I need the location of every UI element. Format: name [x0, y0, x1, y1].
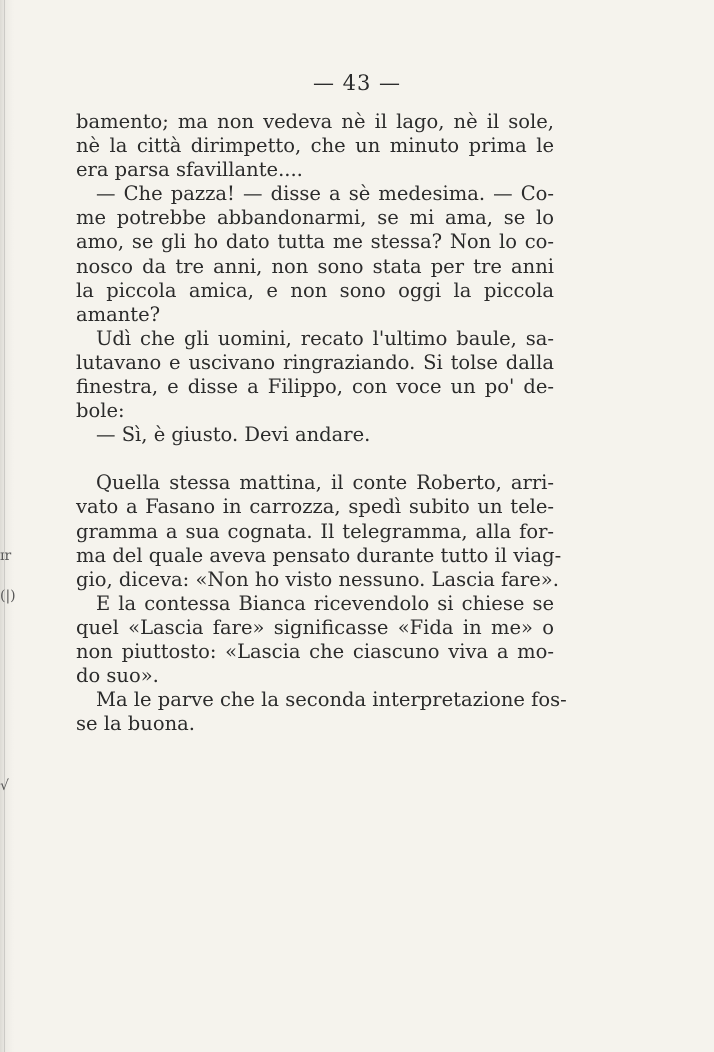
text-line: — Che pazza! — disse a sè medesima. — Co- [96, 182, 554, 206]
text-line: bamento; ma non vedeva nè il lago, nè il sole, [76, 110, 554, 133]
text-line: ma del quale aveva pensato durante tutto il viag- [76, 543, 562, 567]
text-line: amo, se gli ho dato tutta me stessa? Non lo co- [76, 230, 554, 254]
text-line: nosco da tre anni, non sono stata per tre anni [76, 254, 554, 278]
text-line: nè la città dirimpetto, che un minuto prima le [76, 134, 554, 158]
page-gutter [4, 0, 5, 1052]
text-line: Quella stessa mattina, il conte Roberto, arri- [96, 471, 554, 495]
text-line: me potrebbe abbandonarmi, se mi ama, se lo [76, 206, 554, 230]
text-line: — Sì, è giusto. Devi andare. [96, 423, 371, 447]
text-line: Ma le parve che la seconda interpretazione fos- [96, 688, 567, 712]
margin-mark: √ [0, 778, 9, 794]
margin-mark: (|) [0, 588, 16, 604]
text-line: Udì che gli uomini, recato l'ultimo baule, sa- [96, 326, 554, 350]
body-text [76, 110, 567, 736]
text-line: era parsa sfavillante.... [76, 158, 303, 182]
text-line: gio, diceva: «Non ho visto nessuno. Lascia fare». [76, 567, 559, 591]
text-line: se la buona. [76, 712, 195, 736]
text-line: quel «Lascia fare» significasse «Fida in me» o [76, 615, 554, 639]
text-line: lutavano e uscivano ringraziando. Si tolse dalla [76, 350, 554, 374]
text-line: non piuttosto: «Lascia che ciascuno viva a mo- [76, 639, 554, 663]
text-line: bole: [76, 399, 125, 423]
text-line: do suo». [76, 664, 159, 688]
text-line: finestra, e disse a Filippo, con voce un po' de- [76, 375, 554, 399]
text-line: amante? [76, 302, 161, 326]
text-line: gramma a sua cognata. Il telegramma, alla for- [76, 519, 554, 543]
page-number: — 43 — [312, 71, 402, 95]
text-line: E la contessa Bianca ricevendolo si chiese se [96, 591, 554, 615]
paragraph-gap [76, 447, 554, 471]
text-line: la piccola amica, e non sono oggi la piccola [76, 278, 554, 302]
text-line: vato a Fasano in carrozza, spedì subito un tele- [76, 495, 554, 519]
margin-mark: ɪr [0, 548, 12, 564]
